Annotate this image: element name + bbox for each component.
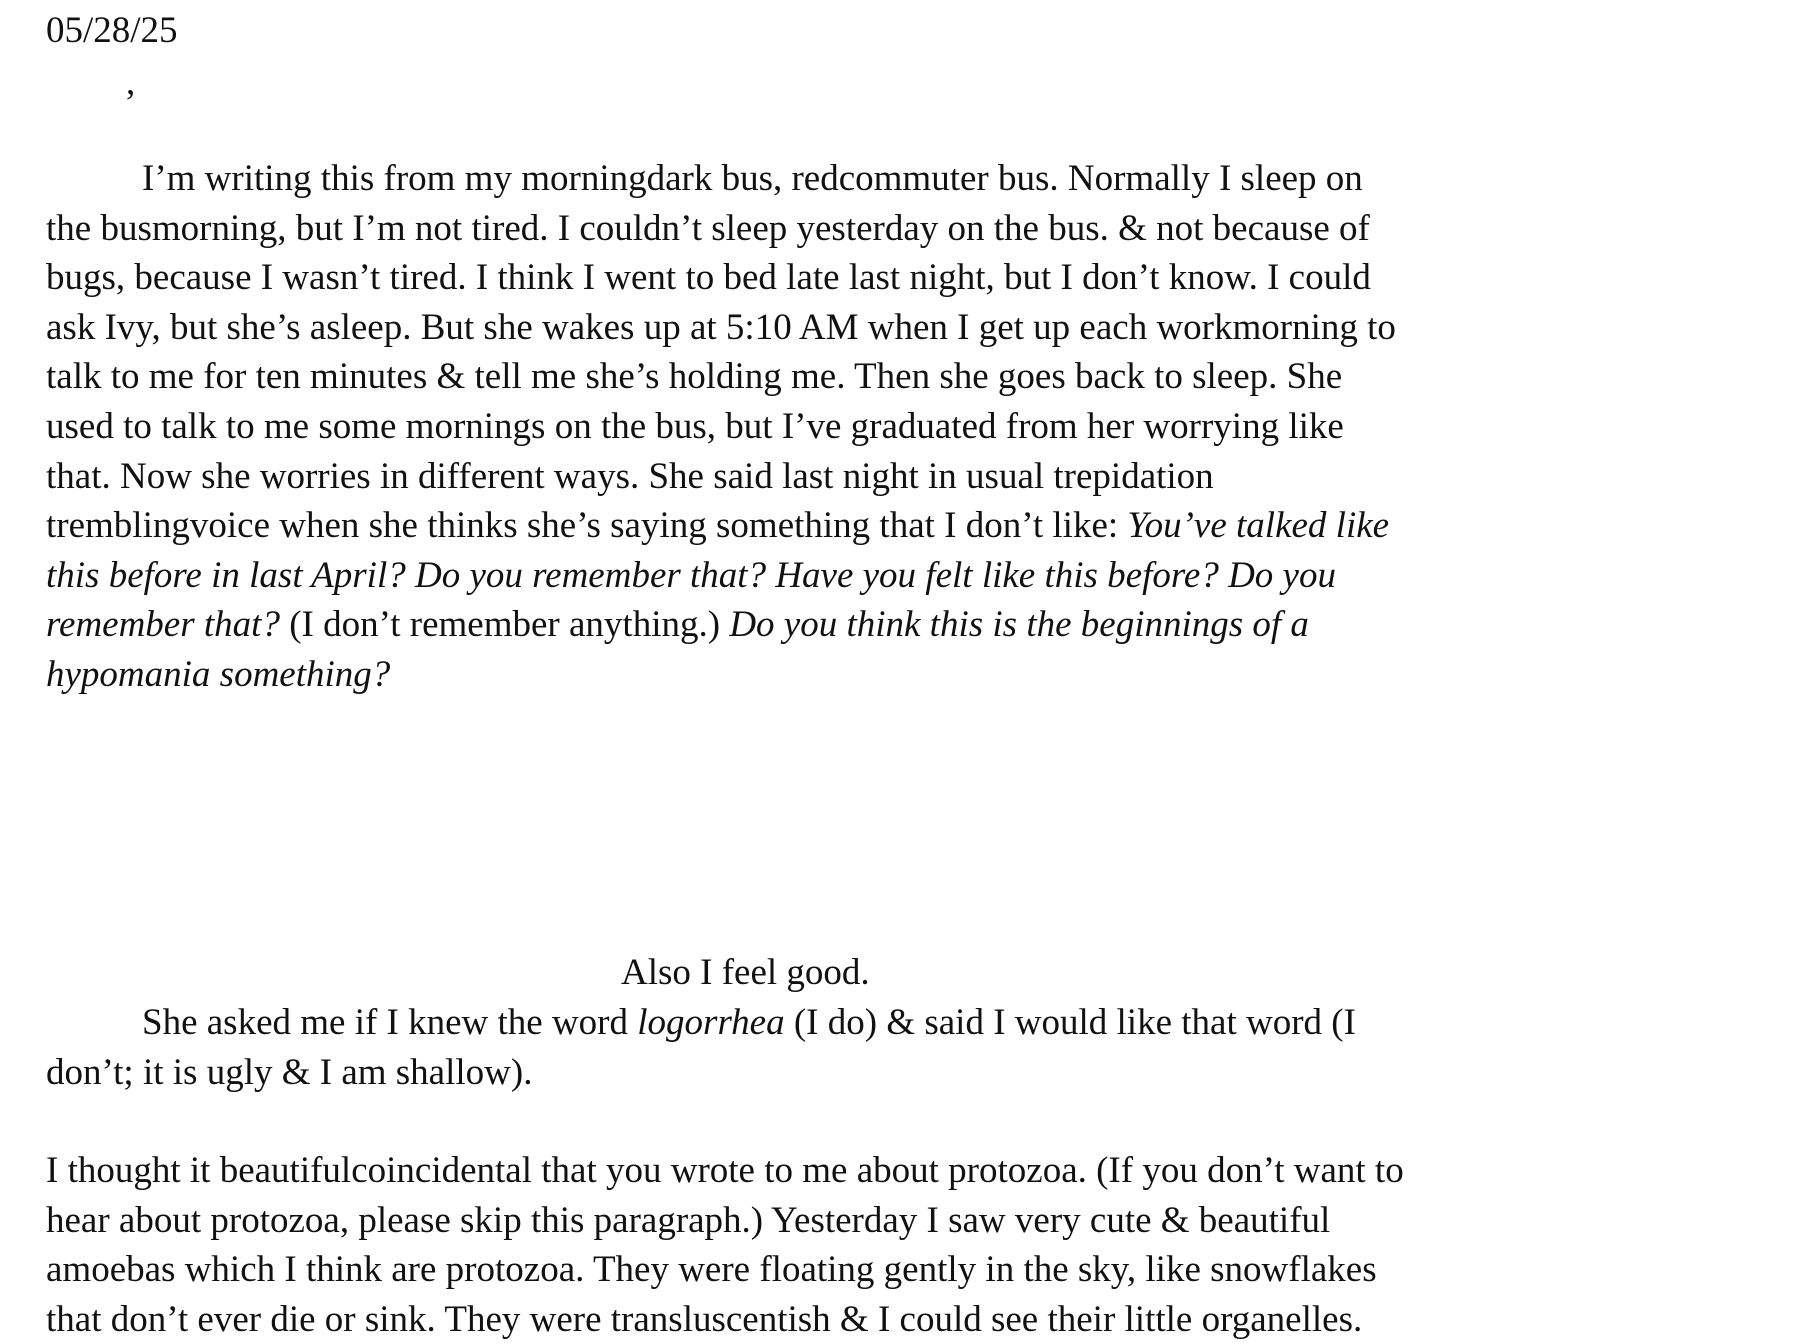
italic-quote: You’ve talked like: [1127, 505, 1390, 547]
text-line: hear about protozoa, please skip this paragraph.) Yesterday I saw very cute & beautiful: [46, 1199, 1331, 1241]
text-line: that don’t ever die or sink. They were transluscentish & I could see their little organelles.: [46, 1298, 1363, 1340]
text-line: that. Now she worries in different ways. She said last night in usual trepidation: [46, 455, 1214, 497]
centered-line: Also I feel good.: [621, 952, 870, 993]
letter-date: 05/28/25: [46, 10, 178, 51]
paragraph-bus-morning: [46, 154, 1446, 700]
italic-quote: Do you think this is the beginnings of a: [729, 604, 1309, 646]
text-run: She asked me if I knew the word: [142, 1002, 638, 1043]
text-line: amoebas which I think are protozoa. They were floating gently in the sky, like snowflakes: [46, 1249, 1377, 1291]
text-line: ask Ivy, but she’s asleep. But she wakes up at 5:10 AM when I get up each workmorning to: [46, 306, 1396, 348]
italic-word: logorrhea: [637, 1002, 785, 1043]
text-line: [46, 501, 1446, 551]
text-line: [46, 650, 1446, 700]
text-line: talk to me for ten minutes & tell me she’s holding me. Then she goes back to sleep. She: [46, 356, 1343, 398]
text-line: don’t; it is ugly & I am shallow).: [46, 1051, 533, 1093]
text-run: (I don’t remember anything.): [279, 604, 730, 646]
text-line: [46, 600, 1446, 650]
text-line: [46, 551, 1446, 601]
italic-quote: this before in last April? Do you remember that? Have you felt like this before? Do you: [46, 554, 1336, 596]
text-line: bugs, because I wasn’t tired. I think I went to bed late last night, but I don’t know. I could: [46, 257, 1371, 299]
text-run: (I do) & said I would like that word (I: [784, 1002, 1356, 1043]
italic-quote: remember that?: [46, 604, 280, 646]
italic-quote: hypomania something?: [46, 653, 391, 695]
text-run: tremblingvoice when she thinks she’s saying something that I don’t like:: [46, 505, 1128, 547]
text-line: the busmorning, but I’m not tired. I couldn’t sleep yesterday on the bus. & not because of: [46, 207, 1370, 249]
salutation-mark: ,: [126, 62, 136, 103]
paragraph-logorrhea: [46, 998, 1446, 1097]
text-line: I’m writing this from my morningdark bus, redcommuter bus. Normally I sleep on: [142, 158, 1363, 199]
text-line: [46, 998, 1446, 1048]
text-line: I thought it beautifulcoincidental that you wrote to me about protozoa. (If you don’t want to: [46, 1150, 1404, 1191]
paragraph-protozoa: [46, 1146, 1446, 1344]
text-line: used to talk to me some mornings on the bus, but I’ve graduated from her worrying like: [46, 405, 1344, 447]
